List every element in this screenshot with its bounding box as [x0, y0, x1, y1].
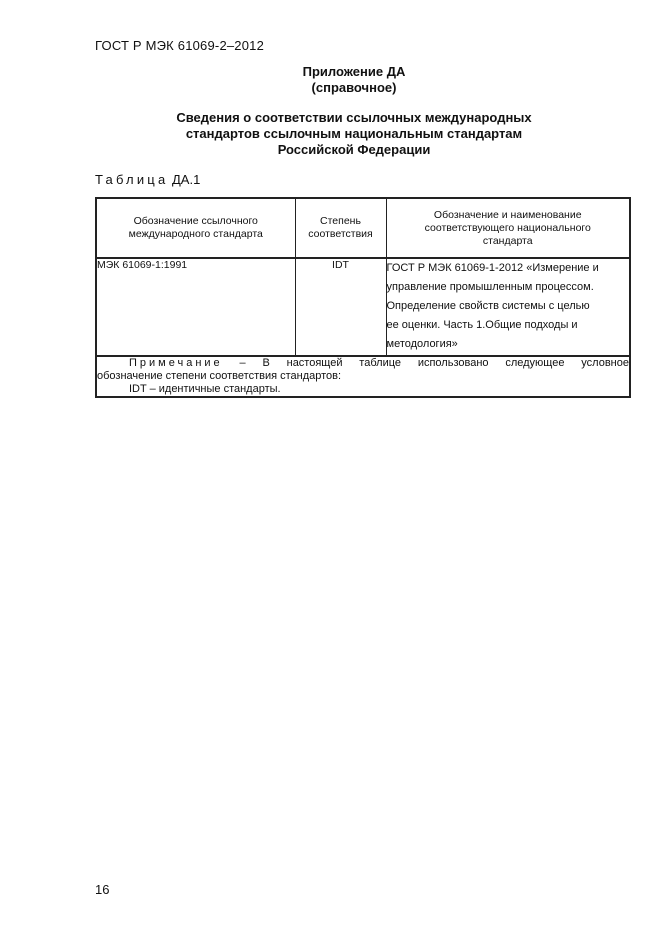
header-text: соответствующего национального: [424, 221, 591, 234]
national-line: управление промышленным процессом.: [386, 281, 594, 293]
cell-international-standard: МЭК 61069-1:1991: [96, 258, 295, 356]
header-text: международного стандарта: [128, 228, 263, 240]
document-id: ГОСТ Р МЭК 61069-2–2012: [95, 38, 265, 53]
cell-national-standard: [386, 258, 630, 356]
header-text: стандарта: [482, 234, 533, 247]
appendix-heading: [0, 64, 661, 96]
header-degree: [295, 198, 386, 258]
table-label-word: Таблица: [95, 172, 169, 187]
appendix-subtitle: (справочное): [311, 80, 397, 95]
note-line-2: обозначение степени соответствия стандартов:: [97, 370, 342, 382]
section-title: [0, 110, 661, 158]
header-text: соответствия: [308, 228, 373, 240]
header-text: Обозначение и наименование: [433, 208, 582, 221]
table-note-row: [96, 356, 630, 397]
note-label: Примечание: [129, 357, 223, 369]
table-row: [96, 258, 630, 356]
table-label: [95, 172, 200, 187]
note-line-3: IDT – идентичные стандарты.: [129, 383, 281, 395]
header-national-standard: [386, 198, 630, 258]
note-text: В настоящей таблице использовано следующее условное: [262, 357, 629, 369]
section-title-line-1: Сведения о соответствии ссылочных международных: [176, 110, 532, 125]
table-header-row: [96, 198, 630, 258]
header-international-standard: [96, 198, 295, 258]
national-line: ГОСТ Р МЭК 61069-1-2012 «Измерение и: [386, 262, 599, 274]
national-line: методология»: [386, 338, 458, 350]
table-note: [96, 356, 630, 397]
section-title-line-3: Российской Федерации: [277, 142, 431, 157]
note-line-1: [97, 357, 629, 370]
cell-degree: IDT: [295, 258, 386, 356]
header-text: Обозначение ссылочного: [133, 215, 258, 227]
note-dash: –: [239, 357, 246, 369]
table-label-number: ДА.1: [172, 172, 201, 187]
section-title-line-2: стандартов ссылочным национальным стандартам: [185, 126, 523, 141]
national-line: ее оценки. Часть 1.Общие подходы и: [386, 319, 578, 331]
national-line: Определение свойств системы с целью: [386, 300, 590, 312]
header-text: Степень: [320, 215, 361, 227]
appendix-title: Приложение ДА: [302, 64, 406, 79]
page-number: 16: [95, 882, 110, 897]
correspondence-table: [95, 197, 631, 398]
